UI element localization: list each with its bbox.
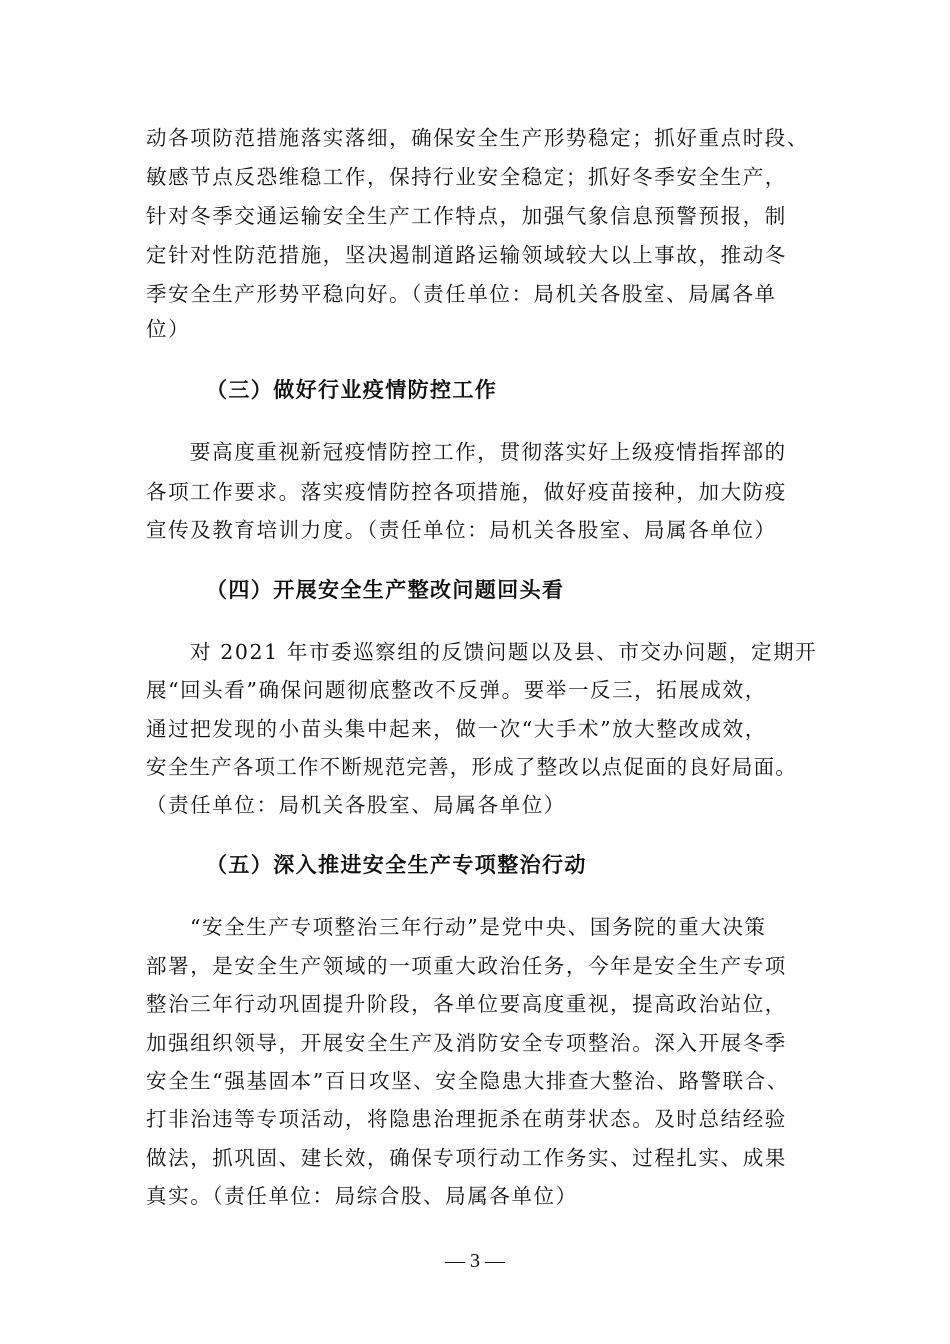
- paragraph-line: 敏感节点反恐维稳工作，保持行业安全稳定；抓好冬季安全生产，: [146, 165, 787, 189]
- paragraph-line: 做法，抓巩固、建长效，确保专项行动工作务实、过程扎实、成果: [146, 1146, 787, 1170]
- paragraph-line: 展“回头看”确保问题彻底整改不反弹。要举一反三，拓展成效，: [146, 678, 767, 702]
- paragraph-line: 通过把发现的小苗头集中起来，做一次“大手术”放大整改成效，: [146, 717, 767, 741]
- paragraph-line: 整治三年行动巩固提升阶段，各单位要高度重视，提高政治站位，: [146, 992, 787, 1016]
- paragraph-line: 打非治违等专项活动，将隐患治理扼杀在萌芽状态。及时总结经验: [146, 1107, 787, 1131]
- paragraph-line: 安全生“强基固本”百日攻坚、安全隐患大排查大整治、路警联合、: [146, 1069, 789, 1093]
- page-number: — 3 —: [445, 1250, 505, 1272]
- paragraph-line: 动各项防范措施落实落细，确保安全生产形势稳定；抓好重点时段、: [146, 126, 809, 150]
- section-heading: （五）深入推进安全生产专项整治行动: [206, 853, 587, 877]
- paragraph-line: 定针对性防范措施，坚决遏制道路运输领域较大以上事故，推动冬: [146, 243, 787, 267]
- paragraph-line: 加强组织领导，开展安全生产及消防安全专项整治。深入开展冬季: [146, 1031, 787, 1055]
- paragraph-line: 对 2021 年市委巡察组的反馈问题以及县、市交办问题，定期开: [190, 640, 818, 664]
- paragraph-line: 安全生产各项工作不断规范完善，形成了整改以点促面的良好局面。: [146, 755, 797, 779]
- paragraph-line: 季安全生产形势平稳向好。（责任单位：局机关各股室、局属各单: [146, 282, 777, 306]
- paragraph-line: 部署，是安全生产领域的一项重大政治任务，今年是安全生产专项: [146, 954, 787, 978]
- paragraph-line: 针对冬季交通运输安全生产工作特点，加强气象信息预警预报，制: [146, 204, 787, 228]
- paragraph-line: “安全生产专项整治三年行动”是党中央、国务院的重大决策: [190, 915, 767, 939]
- paragraph-line: 位）: [146, 317, 191, 341]
- paragraph-line: 宣传及教育培训力度。（责任单位：局机关各股室、局属各单位）: [146, 518, 777, 542]
- section-heading: （四）开展安全生产整改问题回头看: [206, 578, 565, 602]
- paragraph-line: （责任单位：局机关各股室、局属各单位）: [146, 793, 566, 817]
- paragraph-line: 要高度重视新冠疫情防控工作，贯彻落实好上级疫情指挥部的: [190, 440, 787, 464]
- section-heading: （三）做好行业疫情防控工作: [206, 378, 498, 402]
- paragraph-line: 各项工作要求。落实疫情防控各项措施，做好疫苗接种，加大防疫: [146, 480, 787, 504]
- paragraph-line: 真实。（责任单位：局综合股、局属各单位）: [146, 1184, 578, 1208]
